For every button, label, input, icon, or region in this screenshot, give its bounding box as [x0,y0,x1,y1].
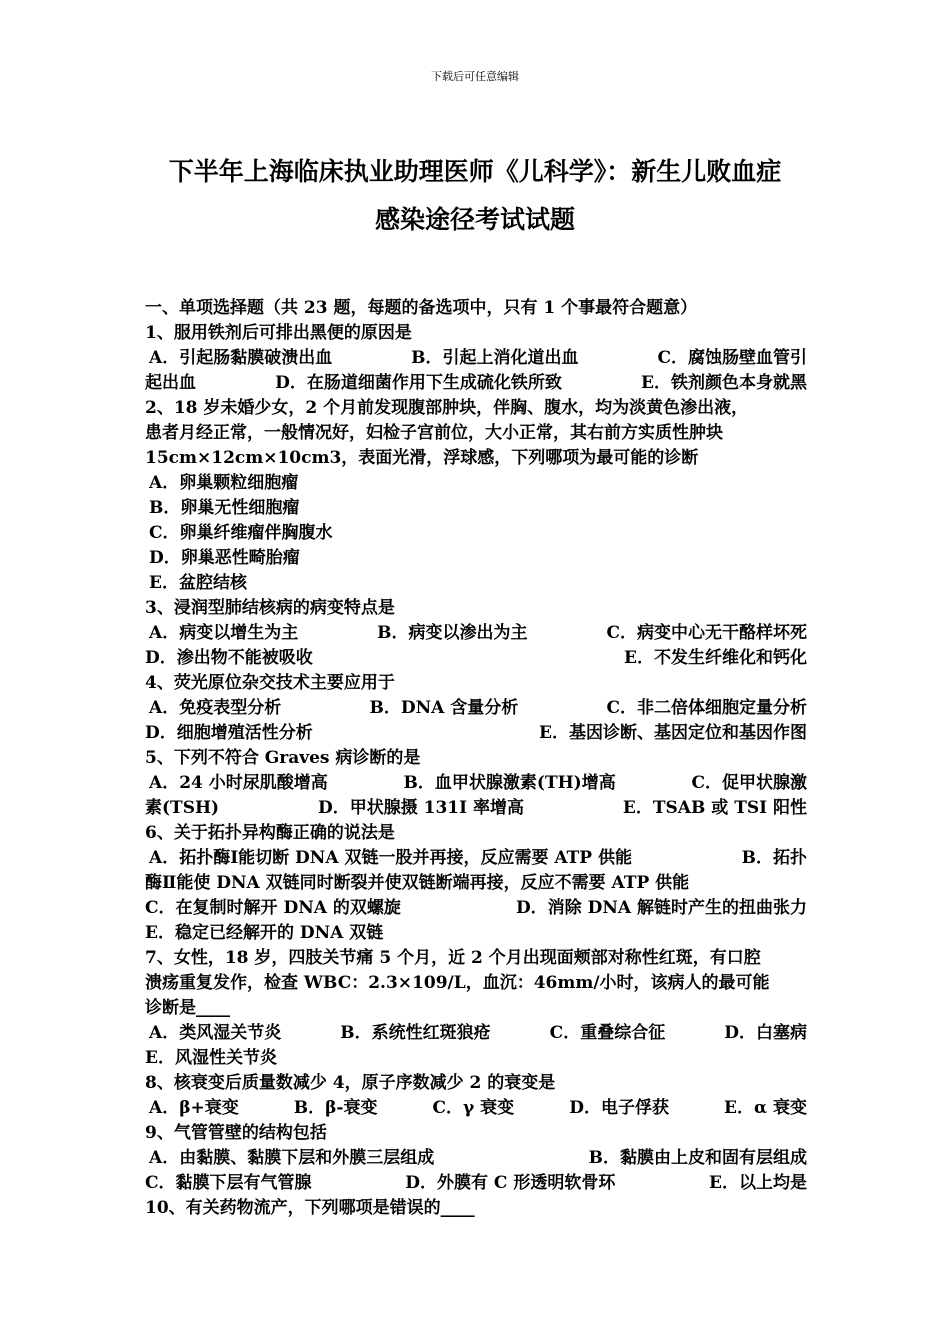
answer-option: A．由黏膜、黏膜下层和外膜三层组成 [149,1148,435,1168]
question-4 [145,671,807,746]
answer-option: E．铁剂颜色本身就黑 [641,373,807,393]
option-line [145,1046,807,1071]
answer-option: A．免疫表型分析 [149,698,282,718]
answer-option: D．细胞增殖活性分析 [145,723,313,743]
answer-option: D．电子俘获 [569,1098,669,1118]
option-line [145,621,807,646]
answer-option: A．类风湿关节炎 [149,1023,282,1043]
answer-option: A．病变以增生为主 [149,623,299,643]
option-line [145,871,807,896]
answer-option: E．α 衰变 [724,1098,807,1118]
answer-option: E．不发生纤维化和钙化 [624,648,807,668]
answer-option: E．盆腔结核 [149,573,247,593]
option-line [145,496,807,521]
answer-option: B．卵巢无性细胞瘤 [149,498,300,518]
answer-option: B．引起上消化道出血 [411,348,579,368]
option-line [145,796,807,821]
question-stem-line: 6、关于拓扑异构酶正确的说法是 [145,823,395,843]
question-9 [145,1121,807,1196]
question-10 [145,1196,807,1221]
question-stem-line: 9、气管管壁的结构包括 [145,1123,327,1143]
answer-option: B．血甲状腺激素(TH)增高 [403,773,616,793]
question-stem-line: 8、核衰变后质量数减少 4，原子序数减少 2 的衰变是 [145,1073,556,1093]
answer-option: 素(TSH) [145,798,220,818]
section-heading: 一、单项选择题（共 23 题，每题的备选项中，只有 1 个事最符合题意） [145,298,698,318]
question-stem-line: 4、荧光原位杂交技术主要应用于 [145,673,395,693]
question-stem-line: 10、有关药物流产，下列哪项是错误的____ [145,1198,475,1218]
option-line [145,646,807,671]
answer-option: C．病变中心无干酪样坏死 [606,623,807,643]
document-title [145,148,805,244]
question-stem-line: 2、18 岁未婚少女，2 个月前发现腹部肿块，伴胸、腹水，均为淡黄色渗出液， [145,398,749,418]
option-line [145,846,807,871]
option-line [145,546,807,571]
title-line-2: 感染途径考试试题 [374,205,575,234]
answer-option: D．卵巢恶性畸胎瘤 [149,548,300,568]
answer-option: D．渗出物不能被吸收 [145,648,313,668]
answer-option: C．在复制时解开 DNA 的双螺旋 [145,898,401,918]
answer-option: C．γ 衰变 [432,1098,515,1118]
answer-option: E．稳定已经解开的 DNA 双链 [145,923,384,943]
answer-option: D．在肠道细菌作用下生成硫化铁所致 [275,373,562,393]
question-3 [145,596,807,671]
option-line [145,921,807,946]
answer-option: A．卵巢颗粒细胞瘤 [149,473,299,493]
answer-option: D．外膜有 C 形透明软骨环 [405,1173,616,1193]
option-line [145,896,807,921]
answer-option: B．系统性红斑狼疮 [340,1023,491,1043]
answer-option: C．重叠综合征 [549,1023,666,1043]
option-line [145,771,807,796]
option-line [145,471,807,496]
answer-option: B．病变以渗出为主 [377,623,528,643]
answer-option: B．拓扑 [741,848,807,868]
answer-option: D．甲状腺摄 131I 率增高 [317,798,525,818]
question-5 [145,746,807,821]
option-line [145,346,807,371]
question-6 [145,821,807,946]
answer-option: C．黏膜下层有气管腺 [145,1173,312,1193]
question-1 [145,321,807,396]
option-line [145,696,807,721]
option-line [145,721,807,746]
option-line [145,1171,807,1196]
option-line [145,1021,807,1046]
question-stem-line: 诊断是____ [145,998,230,1018]
answer-option: E．风湿性关节炎 [145,1048,277,1068]
answer-option: A．β+衰变 [149,1098,239,1118]
answer-option: E．基因诊断、基因定位和基因作图 [539,723,807,743]
page-header: 下载后可任意编辑 [431,70,519,83]
question-stem-line: 3、浸润型肺结核病的病变特点是 [145,598,395,618]
answer-option: E．以上均是 [709,1173,807,1193]
answer-option: C．腐蚀肠壁血管引 [657,348,807,368]
answer-option: B．β-衰变 [293,1098,378,1118]
option-line [145,371,807,396]
question-7 [145,946,807,1071]
question-stem-line: 患者月经正常，一般情况好，妇检子宫前位，大小正常，其右前方实质性肿块 [145,423,723,443]
question-stem-line: 7、女性，18 岁，四肢关节痛 5 个月，近 2 个月出现面颊部对称性红斑，有口腔 [145,948,761,968]
answer-option: C．促甲状腺激 [691,773,807,793]
question-8 [145,1071,807,1121]
answer-option: D．白塞病 [724,1023,807,1043]
answer-option: B．黏膜由上皮和固有层组成 [588,1148,807,1168]
answer-option: E．TSAB 或 TSI 阳性 [622,798,807,818]
question-stem-line: 溃疡重复发作，检查 WBC：2.3×109/L，血沉：46mm/小时，该病人的最可能 [145,973,770,993]
option-line [145,571,807,596]
answer-option: B．DNA 含量分析 [369,698,519,718]
question-stem-line: 15cm×12cm×10cm3，表面光滑，浮球感，下列哪项为最可能的诊断 [145,448,699,468]
option-line [145,1146,807,1171]
answer-option: C．非二倍体细胞定量分析 [606,698,807,718]
answer-option: D．消除 DNA 解链时产生的扭曲张力 [515,898,807,918]
question-stem-line: 1、服用铁剂后可排出黑便的原因是 [145,323,412,343]
answer-option: A．拓扑酶Ⅰ能切断 DNA 双链一股并再接，反应需要 ATP 供能 [149,848,632,868]
answer-option: A．24 小时尿肌酸增高 [149,773,328,793]
answer-option: C．卵巢纤维瘤伴胸腹水 [149,523,333,543]
answer-option: 起出血 [145,373,196,393]
question-list [145,296,807,1221]
question-stem-line: 5、下列不符合 Graves 病诊断的是 [145,748,421,768]
title-line-1: 下半年上海临床执业助理医师《儿科学》：新生儿败血症 [168,157,782,186]
answer-option: 酶Ⅱ能使 DNA 双链同时断裂并使双链断端再接，反应不需要 ATP 供能 [145,873,690,893]
question-2 [145,396,807,596]
option-line [145,1096,807,1121]
option-line [145,521,807,546]
answer-option: A．引起肠黏膜破溃出血 [149,348,333,368]
